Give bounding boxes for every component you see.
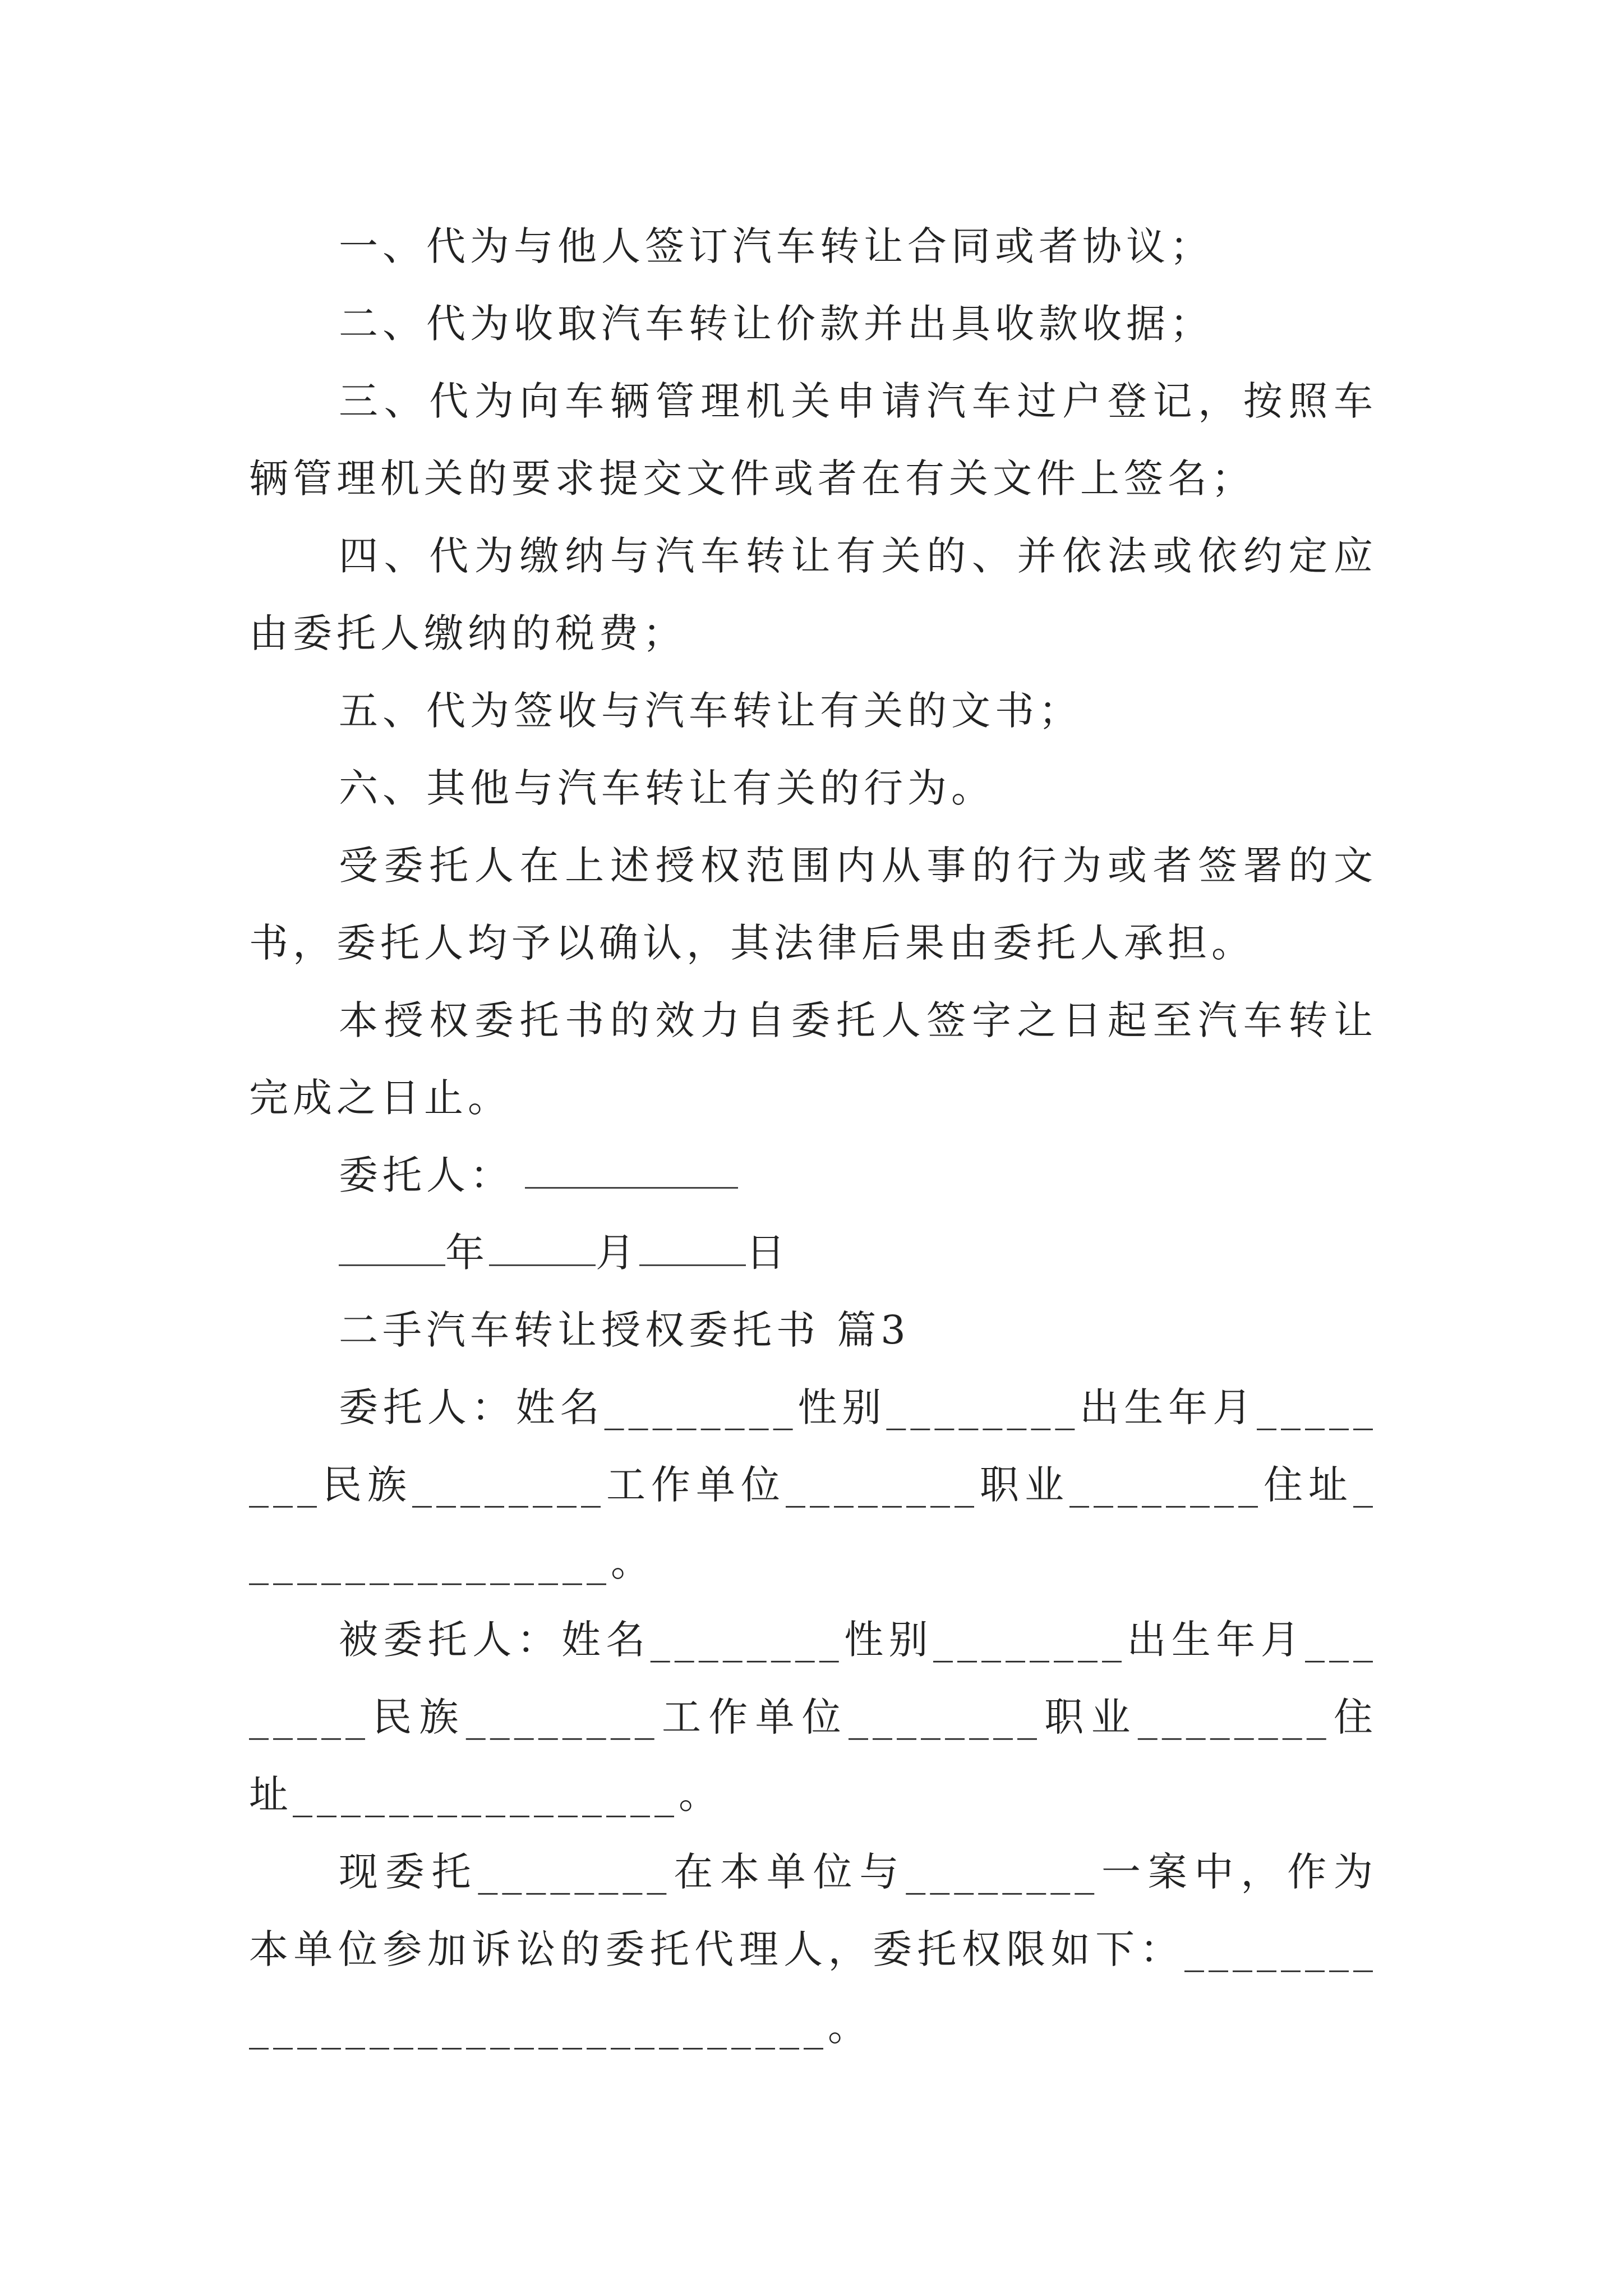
month-blank — [489, 1231, 596, 1266]
day-label: 日 — [746, 1230, 790, 1276]
clause-1: 一、代为与他人签订汽车转让合同或者协议； — [339, 223, 1214, 269]
year-blank — [339, 1231, 445, 1266]
year-label: 年 — [445, 1230, 489, 1276]
section-title: 二手汽车转让授权委托书 篇3 — [339, 1307, 910, 1353]
clause-3: 三、代为向车辆管理机关申请汽车过户登记，按照车辆管理机关的要求提交文件或者在有关文件上签名； — [249, 378, 1377, 501]
agent-info: 被委托人：姓名________性别________出生年月________民族________工作单位________职业________住址________________。 — [249, 1617, 1377, 1818]
clause-2: 二、代为收取汽车转让价款并出具收款收据； — [339, 301, 1214, 347]
month-label: 月 — [596, 1230, 639, 1276]
clause-6: 六、其他与汽车转让有关的行为。 — [339, 765, 995, 811]
clause-5: 五、代为签收与汽车转让有关的文书； — [339, 688, 1082, 734]
confirmation-paragraph: 受委托人在上述授权范围内从事的行为或者签署的文书，委托人均予以确认，其法律后果由委托人承担。 — [249, 843, 1377, 966]
signature-label: 委托人： — [339, 1152, 514, 1198]
principal-info: 委托人：姓名________性别________出生年月________民族________工作单位________职业________住址________________。 — [249, 1384, 1377, 1585]
entrust-paragraph: 现委托________在本单位与________一案中，作为本单位参加诉讼的委托代理人，委托权限如下：________________________________。 — [249, 1849, 1377, 2050]
signature-blank — [525, 1153, 738, 1189]
validity-paragraph: 本授权委托书的效力自委托人签字之日起至汽车转让完成之日止。 — [249, 997, 1377, 1121]
clause-4: 四、代为缴纳与汽车转让有关的、并依法或依约定应由委托人缴纳的税费； — [249, 533, 1377, 656]
signature-line — [249, 1137, 1377, 1214]
date-line — [249, 1214, 1377, 1291]
document-body — [249, 208, 1377, 2065]
day-blank — [639, 1231, 746, 1266]
